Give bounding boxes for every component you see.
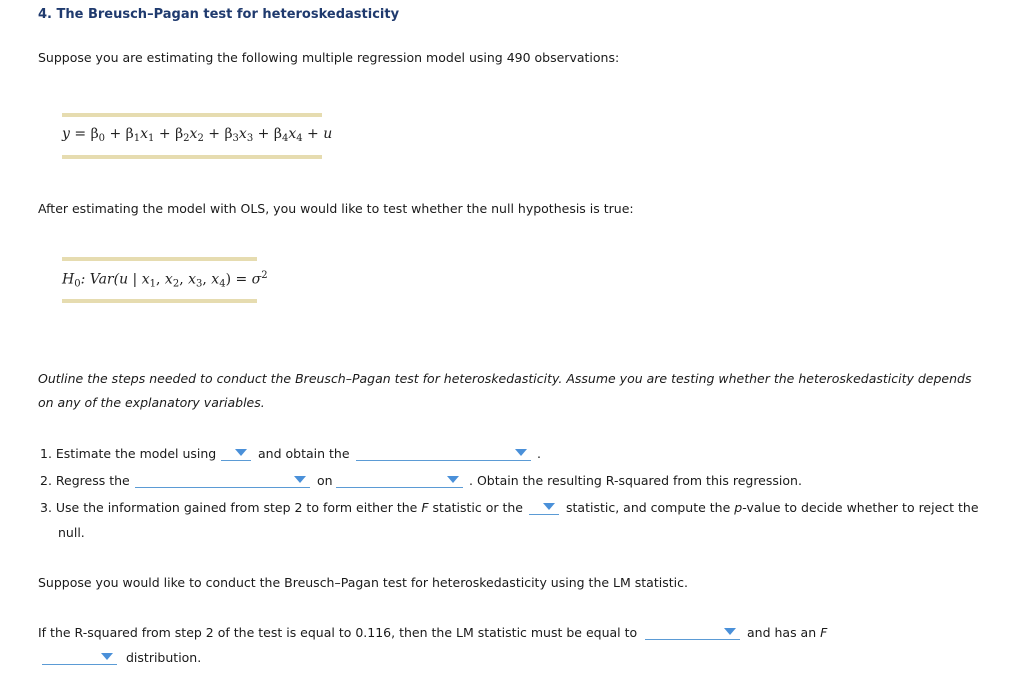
lm-question-text: If the R-squared from step 2 of the test is equal to 0.116, then the LM statistic must be equal to [38, 625, 638, 640]
chevron-down-icon [294, 476, 306, 483]
step1-label: 1. Estimate the model using [40, 446, 217, 461]
intro-text: Suppose you are estimating the following multiple regression model using 490 observations: [38, 50, 620, 65]
step3-null-text: null. [58, 525, 85, 540]
question-title: 4. The Breusch–Pagan test for heteroskedasticity [38, 7, 400, 22]
chevron-down-icon [447, 476, 459, 483]
step2-label: 2. Regress the [40, 473, 130, 488]
step3-text-cont: statistic, and compute the p-value to decide whether to reject the [566, 500, 979, 515]
step2-result-text: . Obtain the resulting R-squared from this regression. [469, 473, 802, 488]
step2-regressors-dropdown[interactable] [336, 473, 463, 488]
lm-distribution-dropdown[interactable] [42, 650, 117, 665]
distribution-text: distribution. [126, 650, 202, 665]
step1-obtain-dropdown[interactable] [356, 446, 531, 461]
null-hypothesis: $H_0$: Var(u | $x_1$, $x_2$, $x_3$, $x_4) = \sigma^2$ [62, 270, 268, 290]
chevron-down-icon [724, 628, 736, 635]
lm-distribution-text: and has an F [747, 625, 828, 640]
chevron-down-icon [235, 449, 247, 456]
step1-obtain-text: and obtain the [258, 446, 350, 461]
outline-text-line2: on any of the explanatory variables. [38, 395, 265, 410]
chevron-down-icon [543, 503, 555, 510]
outline-text-line1: Outline the steps needed to conduct the Breusch–Pagan test for heteroskedasticity. Assume you are testing whether the heteroskedasticity depends [38, 371, 972, 386]
step3-statistic-dropdown[interactable] [529, 500, 559, 515]
step1-method-dropdown[interactable] [221, 446, 251, 461]
step3-text: 3. Use the information gained from step 2 to form either the F statistic or the [40, 500, 524, 515]
lm-value-dropdown[interactable] [645, 625, 740, 640]
step1-period: . [537, 446, 541, 461]
step2-dependent-dropdown[interactable] [135, 473, 310, 488]
lm-intro-text: Suppose you would like to conduct the Breusch–Pagan test for heteroskedasticity using the LM statistic. [38, 575, 688, 590]
model-equation: $y = \beta_0 + \beta_1x_1 + \beta_2x_2 + \beta_3x_3 + \beta_4x_4 + u$ [62, 126, 333, 144]
step2-on-text: on [317, 473, 333, 488]
chevron-down-icon [101, 653, 113, 660]
after-text: After estimating the model with OLS, you would like to test whether the null hypothesis is true: [38, 201, 634, 216]
chevron-down-icon [515, 449, 527, 456]
